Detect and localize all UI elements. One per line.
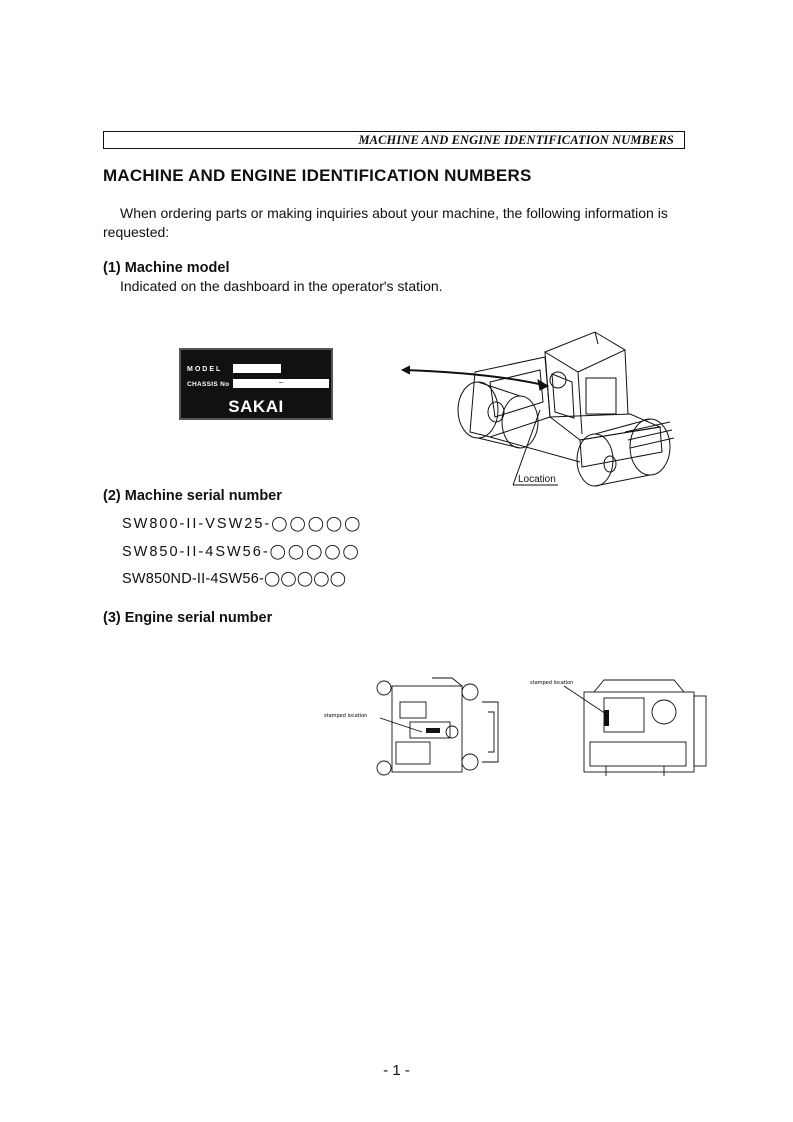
serial-number-3: SW850ND-II-4SW56-◯◯◯◯◯ — [122, 571, 347, 587]
plate-model-field — [233, 364, 281, 373]
roller-machine-illustration — [400, 322, 695, 500]
section-machine-model-body: Indicated on the dashboard in the operator's station. — [120, 278, 443, 294]
stamped-mark-right — [604, 710, 609, 726]
engine-top-view-diagram — [322, 672, 508, 784]
plate-chassis-dash: – — [279, 379, 283, 386]
intro-paragraph: When ordering parts or making inquiries about your machine, the following information is requested: — [103, 205, 668, 240]
running-header-title: MACHINE AND ENGINE IDENTIFICATION NUMBERS — [358, 133, 674, 147]
plate-model-label: MODEL — [187, 366, 223, 373]
serial-number-2: SW850-II-4SW56-◯◯◯◯◯ — [122, 544, 361, 560]
section-machine-model-heading: (1) Machine model — [103, 260, 230, 276]
plate-brand-logo: SAKAI — [228, 397, 284, 416]
page-title: MACHINE AND ENGINE IDENTIFICATION NUMBERS — [103, 166, 532, 185]
serial-number-1: SW800-II-VSW25-◯◯◯◯◯ — [122, 516, 363, 532]
section-engine-heading: (3) Engine serial number — [103, 610, 273, 626]
stamped-mark-left — [426, 728, 440, 733]
stamped-location-label-right: stamped location — [530, 680, 574, 686]
location-label: Location — [518, 474, 556, 485]
page-number: - 1 - — [383, 1062, 410, 1079]
running-header — [103, 131, 685, 149]
stamped-location-label-left: stamped location — [324, 713, 368, 719]
model-name-plate — [179, 348, 333, 420]
engine-side-view-diagram — [524, 672, 724, 784]
plate-chassis-label: CHASSIS No — [187, 381, 230, 388]
plate-chassis-field — [233, 379, 329, 388]
section-serial-heading: (2) Machine serial number — [103, 488, 282, 504]
